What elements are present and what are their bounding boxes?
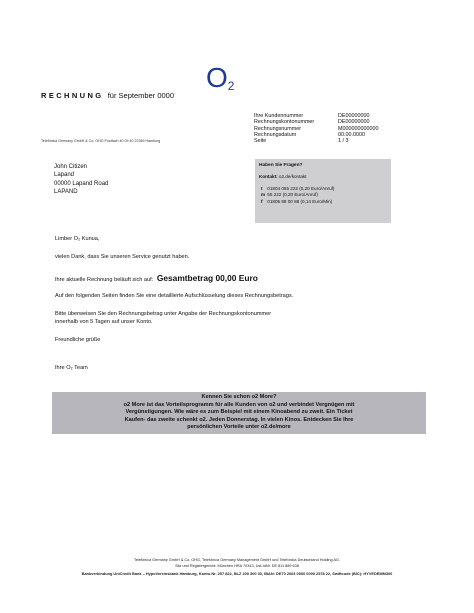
total-prefix: Ihre aktuelle Rechnung beläuft sich auf: — [55, 277, 154, 283]
sender-line: Telefónica Germany GmbH & Co. OHG Postfach 40 09 40 22389 Hamburg — [41, 139, 161, 143]
invoice-title-main: RECHNUNG — [41, 91, 104, 100]
promo-line: o2 More ist das Vorteilsprogramm für alle Kunden von o2 und verbindet Vergnügen mit — [123, 402, 355, 409]
contact-link[interactable]: o2.de/kontakt — [278, 174, 307, 180]
address-line: LAPAND — [54, 188, 78, 195]
info-label: Seite — [254, 138, 267, 145]
transfer-text-2: innerhalb von 5 Tagen auf unser Konto. — [55, 319, 153, 325]
footer-register-line: Sitz und Registergericht: München HRA 70343, Ust-IdNr. DE 811 889 638 — [175, 564, 299, 568]
fax-key: f — [261, 198, 263, 204]
info-label: Ihre Kundennummer — [254, 113, 304, 119]
info-value: 1 / 3 — [338, 138, 349, 145]
info-value: 00.00.0000 — [338, 131, 365, 138]
fax-row — [261, 199, 388, 205]
promo-box — [52, 392, 426, 434]
info-row — [254, 138, 378, 144]
recipient-address — [54, 163, 108, 196]
contact-label: Kontakt: — [259, 174, 278, 180]
phone-value: 01804 055 222 (0,20 Euro/Anruf) — [267, 185, 335, 191]
info-value: DE00000000 — [338, 119, 370, 126]
signature-text: Ihre O₂ Team — [55, 365, 88, 371]
invoice-title-period: für September 0000 — [107, 91, 175, 100]
logo-subscript: 2 — [227, 79, 235, 93]
address-line: John Citizen — [54, 164, 88, 170]
invoice-info-block — [254, 113, 378, 144]
logo-letter: O — [206, 62, 228, 93]
questions-box — [255, 159, 391, 223]
questions-heading: Haben Sie Fragen? — [259, 163, 303, 168]
invoice-info-table — [254, 113, 378, 144]
invoice-title — [41, 91, 174, 100]
address-line: Lapand — [54, 172, 75, 179]
address-line: 00000 Lapand Road — [54, 180, 109, 187]
fax-value: 01805 88 00 88 (0,14 Euro/Min) — [267, 198, 333, 204]
phone-key: t — [261, 185, 263, 191]
promo-line: Vergünstigungen. Wie wäre es zum Beispiel mit einem Kinoabend zu zweit. Ein Ticket — [125, 409, 353, 416]
salutation: Limber O₂ Kunua, — [55, 236, 100, 242]
info-value: DE00000000 — [338, 113, 370, 119]
promo-line: Kaufen- das zweite schenkt o2. Jeden Donnerstag. In vielen Kinos. Entdecken Sie Ihre — [124, 416, 354, 423]
info-value: M000000000000 — [338, 125, 379, 132]
promo-title: Kennen Sie schon o2 More? — [201, 394, 277, 400]
footer-bank-line: Bankverbindung UniCredit Bank – HypoVereinsbank Hamburg, Konto-Nr. 257 822, BLZ 200 300 00, IBAN: DE70 2003 0000 0000 2578 22, Swiftcode (BIC): HYVEDEMM300 — [81, 571, 393, 576]
info-label: Rechnungskontonummer — [254, 119, 315, 126]
contact-line — [259, 174, 388, 180]
info-label: Rechnungsdatum — [254, 131, 297, 138]
promo-line: persönlichen Vorteile unter o2.de/more — [187, 423, 291, 430]
thanks-text: vielen Dank, dass Sie unseren Service genutzt haben. — [55, 254, 190, 260]
info-label: Rechnungsnummer — [254, 125, 302, 132]
mobile-key: m — [261, 192, 266, 198]
o2-logo — [206, 64, 234, 97]
details-text: Auf den folgenden Seiten finden Sie eine detaillierte Aufschlüsselung dieses Rechnungsbetrags. — [55, 293, 294, 299]
total-amount: Gesamtbetrag 00,00 Euro — [156, 273, 258, 283]
total-line — [55, 273, 258, 283]
mobile-value: 55 222 (0,20 Euro/Anruf) — [267, 192, 318, 198]
closing-text: Freundliche grüße — [55, 337, 101, 343]
footer-company-line: Telefónica Germany GmbH & Co. OHG, Telefónica Germany Management GmbH und Telefónica Deutschland Holding AG, — [133, 558, 341, 562]
transfer-text-1: Bitte überweisen Sie den Rechnungsbetrag unter Angabe der Rechnungskontonummer — [55, 311, 272, 317]
